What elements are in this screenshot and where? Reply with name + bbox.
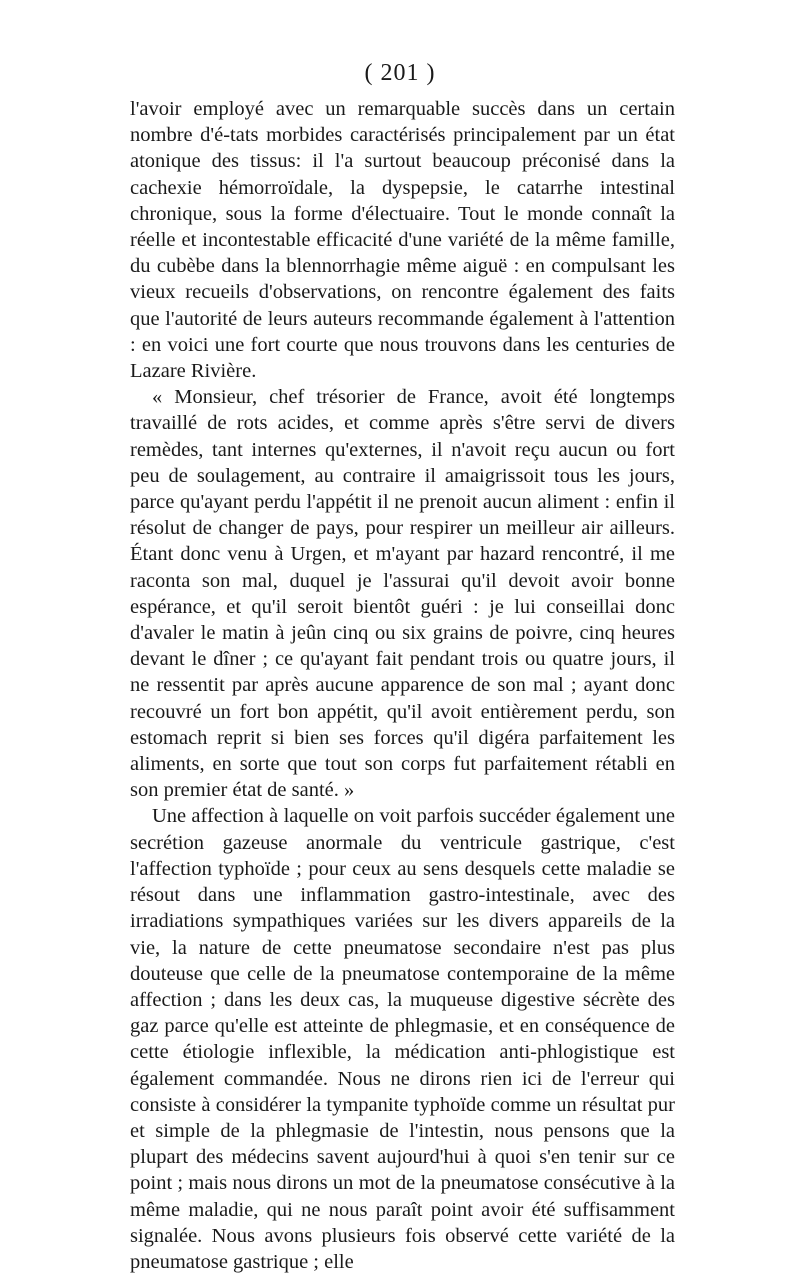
paragraph-typhoid: Une affection à laquelle on voit parfois succéder également une secrétion gazeuse anormale du ventricule gastrique, c'est l'affection typhoïde ; pour ceux au sens desquels cette maladie se résout dans une inflammation gastro-intestinale, avec des irradiations sympathiques variées sur les divers appareils de la vie, la nature de cette pneumatose secondaire n'est pas plus douteuse que celle de la pneumatose contemporaine de la même affection ; dans les deux cas, la muqueuse digestive sécrète des gaz parce qu'elle est atteinte de phlegmasie, et en conséquence de cette étiologie inflexible, la médication anti-phlogistique est également commandée. Nous ne dirons rien ici de l'erreur qui consiste à considérer la tympanite typhoïde comme un résultat pur et simple de la phlegmasie de l'intestin, nous pensons que la plupart des médecins savent aujourd'hui à quoi s'en tenir sur ce point ; mais nous dirons un mot de la pneumatose consécutive à la même maladie, qui ne nous paraît point avoir été suffisamment signalée. Nous avons plusieurs fois observé cette variété de la pneumatose gastrique ; elle: [130, 805, 675, 1273]
paragraph-quotation: « Monsieur, chef trésorier de France, avoit été longtemps travaillé de rots acides, et comme après s'être servi de divers remèdes, tant internes qu'externes, il n'avoit reçu aucun ou fort peu de soulagement, au contraire il amaigrissoit tous les jours, parce qu'ayant perdu l'appétit il ne prenoit aucun aliment : enfin il résolut de changer de pays, pour respirer un meilleur air ailleurs. Étant donc venu à Urgen, et m'ayant par hazard rencontré, il me raconta son mal, duquel je l'assurai qu'il devoit avoir bonne espérance, et qu'il seroit bientôt guéri : je lui conseillai donc d'avaler le matin à jeûn cinq ou six grains de poivre, cinq heures devant le dîner ; ce qu'ayant fait pendant trois ou quatre jours, il ne ressentit par après aucune apparence de son mal ; ayant donc recouvré un fort bon appétit, qu'il avoit entièrement perdu, son estomach reprit si bien ses forces qu'il digéra parfaitement les aliments, en sorte que tout son corps fut parfaitement rétabli en son premier état de santé. »: [130, 386, 675, 802]
page-number: ( 201 ): [364, 60, 436, 86]
body-text: [130, 96, 675, 1275]
paragraph-continuation: l'avoir employé avec un remarquable succès dans un certain nombre d'é-tats morbides caractérisés principalement par un état atonique des tissus: il l'a surtout beaucoup préconisé dans la cachexie hémorroïdale, la dyspepsie, le catarrhe intestinal chronique, sous la forme d'électuaire. Tout le monde connaît la réelle et incontestable efficacité d'une variété de la même famille, du cubèbe dans la blennorrhagie même aiguë : en compulsant les vieux recueils d'observations, on rencontre également des faits que l'autorité de leurs auteurs recommande également à l'attention : en voici une fort courte que nous trouvons dans les centuries de Lazare Rivière.: [130, 98, 675, 383]
